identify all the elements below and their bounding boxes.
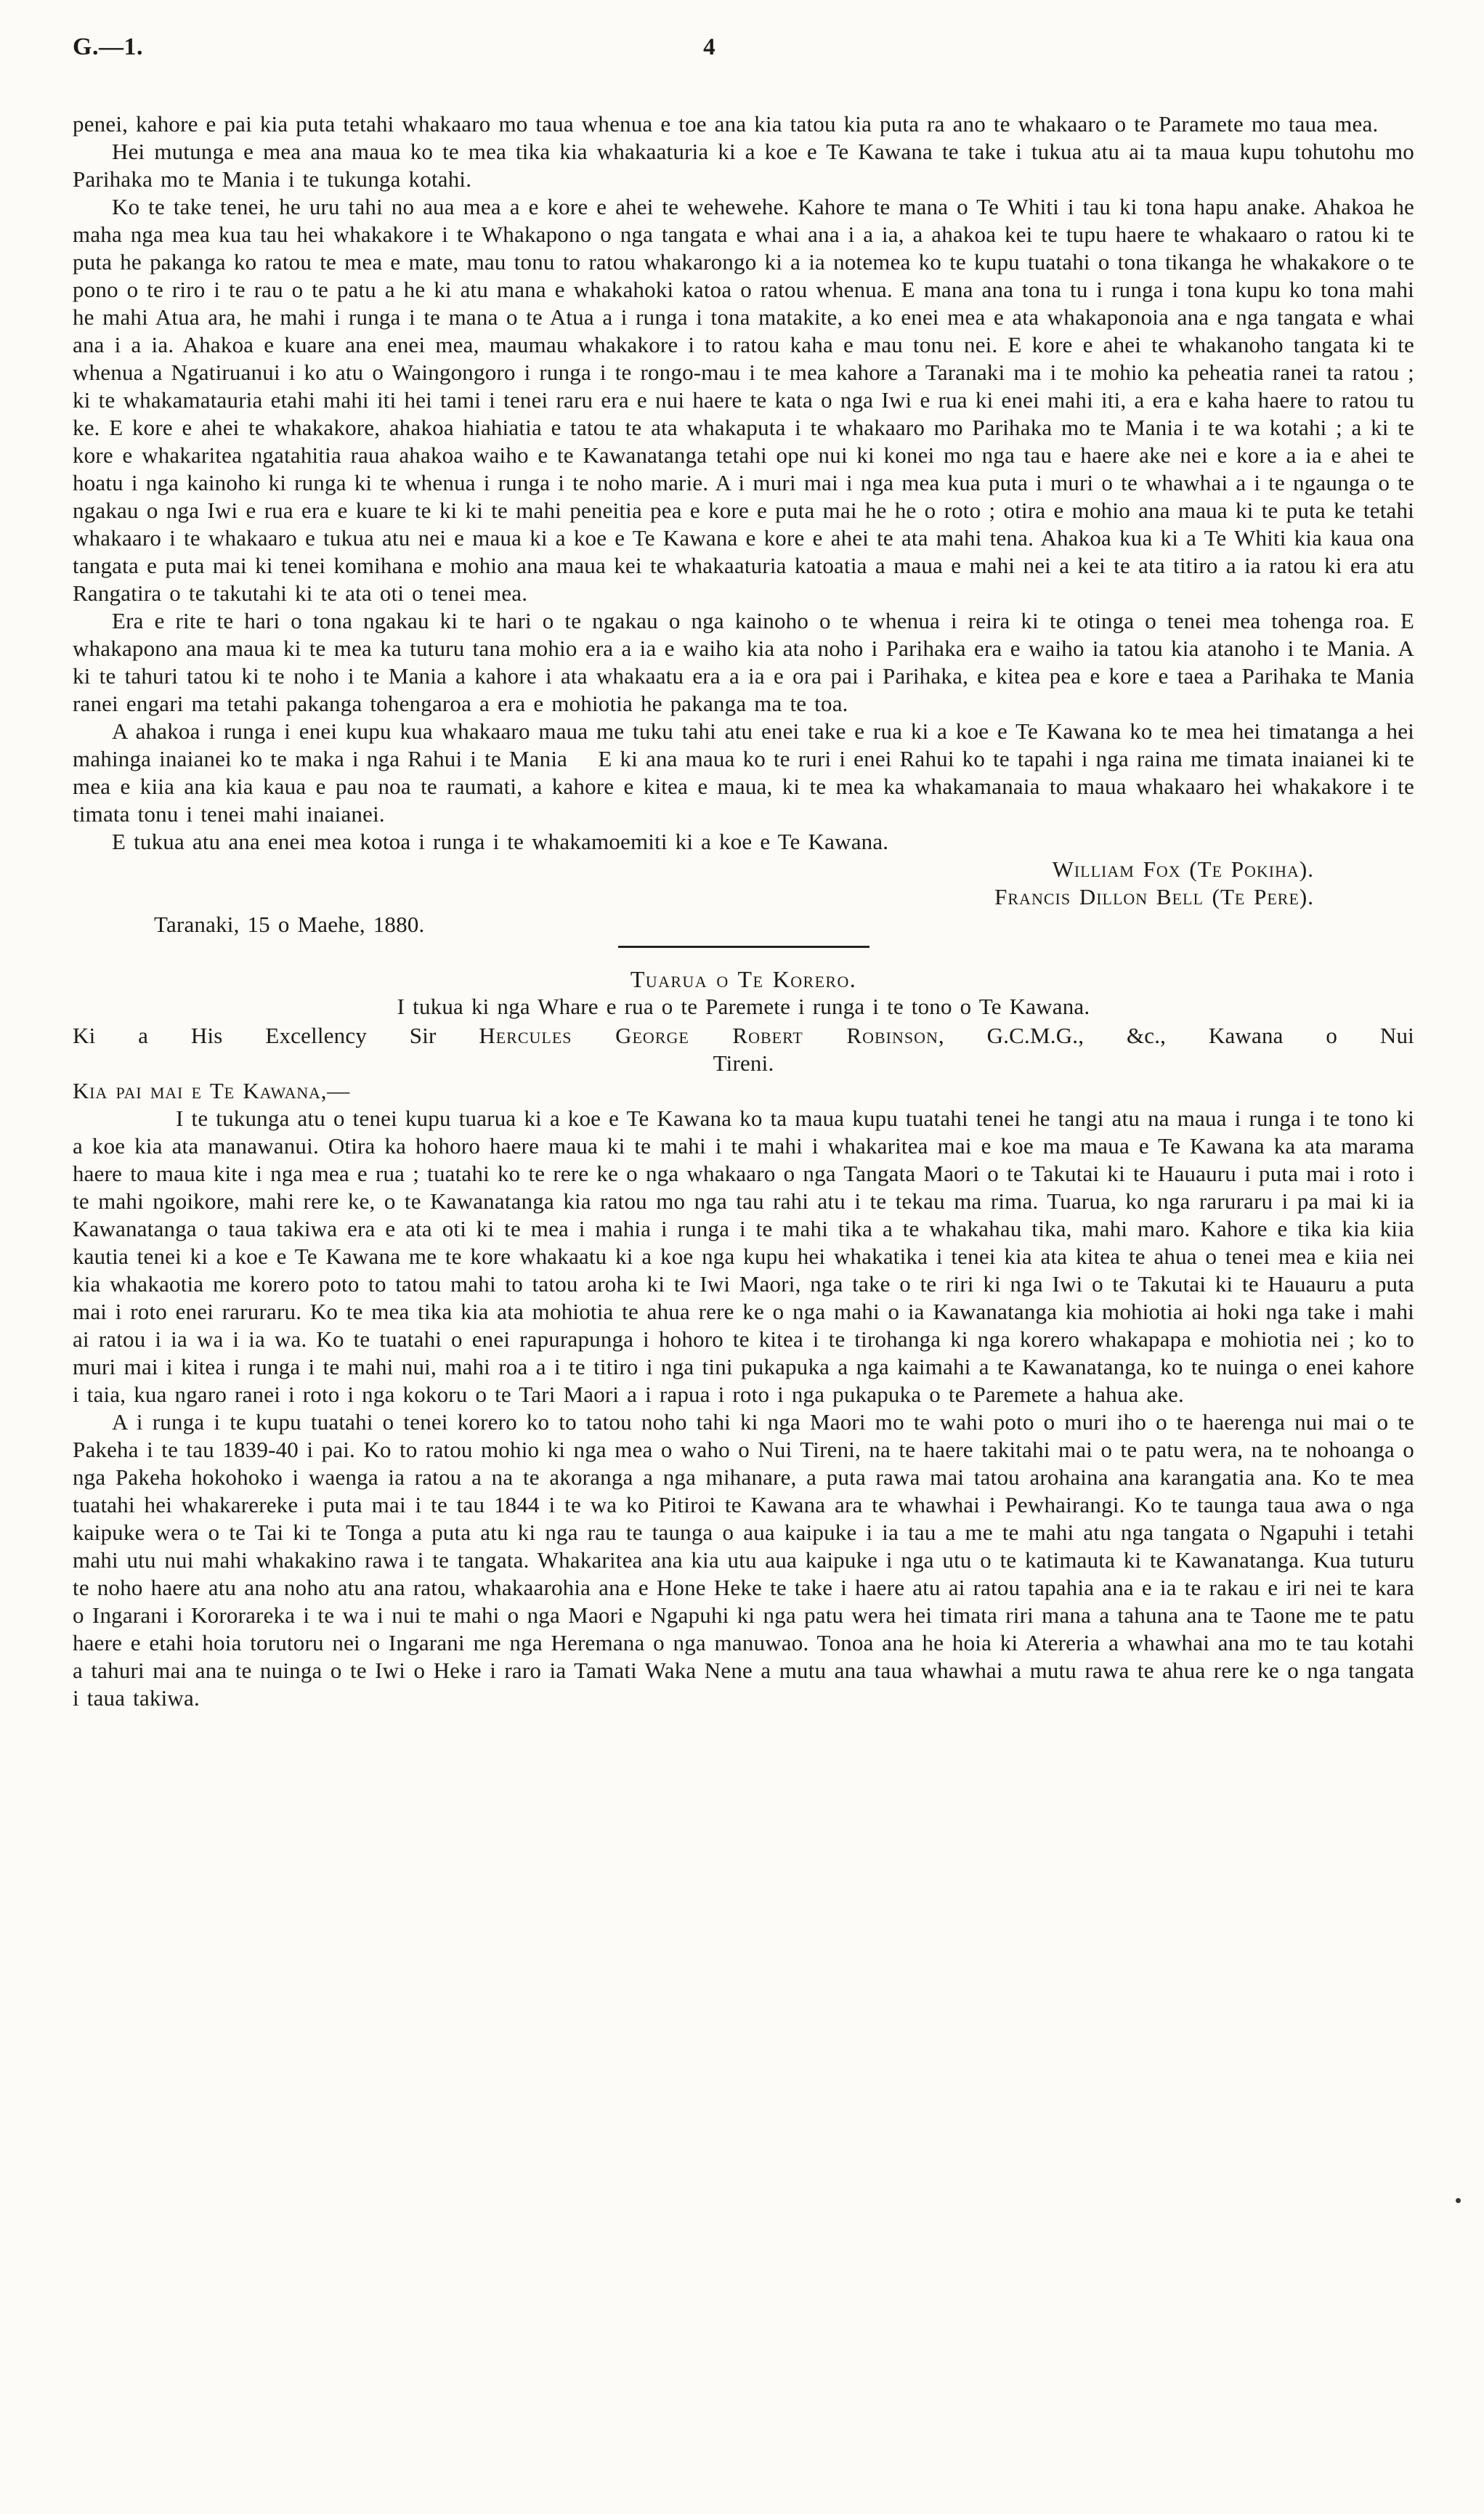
paragraph: I te tukunga atu o tenei kupu tuarua ki a koe e Te Kawana ko ta maua kupu tuatahi tenei he tangi atu na maua i runga i te tono ki a koe kia ata manawanui. Otira ka hohoro haere maua ki te mahi i te mahi i whakaritea mai e koe ma maua e Te Kawana ka ata marama haere to maua kite i nga mea e rua ; tuatahi ko te rere ke o nga whakaaro o nga Tangata Maori o te Takutai ki te Hauauru i puta mai i roto i te mahi ngoikore, mahi rere ke, o te Kawanatanga kia ratou mo nga tau rahi atu i te tekau ma rima. Tuarua, ko nga raruraru i pa mai ki ia Kawanatanga o taua takiwa era e ata oti ki te mea i mahia i runga i te mahi tika a te whakahau tika, mahi maro. Kahore e tika kia kiia kautia tenei ki a koe e Te Kawana me te kore whakaatu ki a koe nga kupu hei whakatika i tenei kia ata kitea te ahua o tenei mea e kiia nei kia whakaotia me korero poto to tatou mahi to tatou aroha ki te Iwi Maori, nga take o te riri ki nga Iwi o te Takutai ki te Hauauru a puta mai i roto enei raruraru. Ko te mea tika kia ata mohiotia te ahua rere ke o nga mahi o ia Kawanatanga kia mohiotia ai hoki nga take i mahi ai ratou i ia wa i ia wa. Ko te tuatahi o enei rapurapunga i hohoro te kitea i te tirohanga ki nga korero whakapapa e mohiotia nei ; ko to muri mai i kitea i runga i te mahi nui, mahi roa a i te titiro i nga tini pukapuka a nga kaimahi a te Kawanatanga, ko te nuinga o enei kahore i taia, kua ngaro ranei i roto i nga kokoru o te Tari Maori a i rapua i roto i nga pukapuka o te Paremete a hahua ake. [73, 1106, 1414, 1407]
paragraph: Ko te take tenei, he uru tahi no aua mea a e kore e ahei te wehewehe. Kahore te mana o Te Whiti i tau ki tona hapu anake. Ahakoa he maha nga mea kua tau hei whakakore i te Whakapono o nga tangata e whai ana i a ia, a ahakoa kei te tupu haere te whakaaro o ratou ki te puta he pakanga ko ratou te mea e mate, mau tonu to ratou whakarongo ki a ia notemea ko te kupu tuatahi o tona tikanga he whakakore o te pono o te riro i te rau o te patu a he ki atu mana e whakahoki katoa o ratou whenua. E mana ana tona tu i runga i tona kupu ko tona mahi he mahi Atua ara, he mahi i runga i te mana o te Atua a i runga i tona matakite, a ko enei mea e ata whakaponoia ana e nga tangata e whai ana i a ia. Ahakoa e kuare ana enei mea, maumau whakakore i to ratou kaha e mau tonu nei. E kore e ahei te whakanoho tangata ki te whenua a Ngatiruanui i ko atu o Waingongoro i runga i te rongo-mau i te mea kahore a Taranaki ma i te mohio ka peheatia ranei ta ratou ; ki te whakamatauria etahi mahi iti hei tami i tenei raru era e nui haere te kata o nga Iwi e rua ki enei mahi iti, a era e kaha haere to ratou tu ke. E kore e ahei te whakakore, ahakoa hiahiatia e tatou te ata whakaputa i te whakaaro mo Parihaka mo te Mania i te wa kotahi ; a ki te kore e whakaritea ngatahitia raua ahakoa waiho e te Kawanatanga tetahi ope nui ki konei mo nga tau e haere ake nei e kore a ia e ahei te hoatu i nga kainoho ki runga ki te whenua i runga i te noho marie. A i muri mai i nga mea kua puta i muri o te whawhai a i te ngaunga o te ngakau o nga Iwi e rua era e kuare te ki ki te mahi peneitia pea e kore e puta mai he he o roto ; otira e mohio ana maua ki te puta ke tetahi whakaaro i te whakaaro e tukua atu nei e maua ki a koe e Te Kawana e kore e ahei te ata mahi tena. Ahakoa kua ki a Te Whiti kia kaua ona tangata e puta mai ki tenei komihana e mohio ana maua kei te whakaaturia katoatia a maua e mahi nei a kei te ata titiro a ia ratou ki era atu Rangatira o te takutahi ki te ata oti o tenei mea. [73, 194, 1414, 606]
print-artifact-dot [1456, 2198, 1461, 2203]
paragraph-continuation: penei, kahore e pai kia puta tetahi whakaaro mo taua whenua e toe ana kia tatou kia puta ra ano te whakaaro o te Paramete mo taua mea. [73, 111, 1379, 137]
section-subheading: I tukua ki nga Whare e rua o te Paremete i runga i te tono o Te Kawana. [397, 994, 1090, 1019]
section-divider-rule [618, 946, 869, 948]
page-number: 4 [703, 34, 715, 60]
address-line-2: Tireni. [713, 1050, 774, 1076]
salutation: Kia pai mai e Te Kawana,— [73, 1078, 351, 1103]
document-body [73, 110, 1414, 1712]
section-heading: Tuarua o Te Korero. [630, 966, 857, 992]
address-prefix: Ki a His Excellency Sir [73, 1023, 479, 1048]
dateline: Taranaki, 15 o Maehe, 1880. [154, 912, 425, 937]
document-reference: G.—1. [73, 33, 143, 60]
signature-block [73, 856, 1414, 911]
paragraph: E tukua atu ana enei mea kotoa i runga i te whakamoemiti ki a koe e Te Kawana. [112, 829, 889, 854]
report-section-first [73, 110, 1414, 938]
page-header [73, 33, 1414, 70]
paragraph: Era e rite te hari o tona ngakau ki te hari o te ngakau o nga kainoho o te whenua i reira ki te otinga o tenei mea tohenga roa. E whakapono ana maua ki te mea ka tuturu tana mohio era a ia e waiho kia ata noho i Parihaka era e waiho ia tatou kia atanoho i te Mania. A ki te tahuri tatou ki te noho i te Mania a kahore i ata whakaatu era a ia e ora pai i Parihaka, e kitea pea e kore e taea a Parihaka te Mania ranei engari ma tetahi pakanga tohengaroa a era e mohiotia he pakanga ma te toa. [73, 608, 1414, 716]
governor-name: Hercules George Robert Robinson [479, 1023, 938, 1048]
address-suffix: , G.C.M.G., &c., Kawana o Nui [938, 1023, 1414, 1048]
paragraph: A ahakoa i runga i enei kupu kua whakaaro maua me tuku tahi atu enei take e rua ki a koe e Te Kawana ko te mea hei timatanga a hei mahinga inaianei ko te maka i nga Rahui i te Mania E ki ana maua ko te ruri i enei Rahui ko te tapahi i nga raina me timata inaianei ki te mea e kiia ana kia kaua e pau noa te raumati, a kahore e kitea e maua, ki te mea ka whakamanaia to maua whakaaro hei whakakore i te timata tonu i tenei mahi inaianei. [73, 718, 1414, 827]
signature-line: Francis Dillon Bell (Te Pere). [994, 884, 1314, 909]
signature-line: William Fox (Te Pokiha). [1052, 856, 1314, 882]
address-line [73, 1022, 1414, 1050]
paragraph: A i runga i te kupu tuatahi o tenei korero ko to tatou noho tahi ki nga Maori mo te wahi poto o muri iho o te haerenga nui mai o te Pakeha i te tau 1839-40 i pai. Ko to ratou mohio ki nga mea o waho o Nui Tireni, na te haere takitahi mai o te patu wera, na te nohoanga o nga Pakeha hokohoko i waenga ia ratou a na te akoranga a nga mihanare, a puta rawa mai tatou arohaina ana karangatia ana. Ko te mea tuatahi hei whakarereke i puta mai i te tau 1844 i te wa ko Pitiroi te Kawana ara te whawhai i Pewhairangi. Ko te taunga taua awa o nga kaipuke wera o te Tai ki te Tonga a puta atu ki nga rau te taunga o aua kaipuke i ia tau a me te mahi atu nga tangata o Ngapuhi i tetahi mahi utu nui mahi whakakino rawa i te tangata. Whakaritea ana kia utu aua kaipuke i nga utu o te katimauta ki te Kawanatanga. Kua tuturu te noho haere atu ana noho atu ana ratou, whakaarohia ana e Hone Heke te take i haere atu ai ratou tapahia ana e ia te rakau e iri nei te kara o Ingarani i Kororareka i te wa i nui te mahi o nga Maori e Ngapuhi ki nga patu wera hei timata riri mana a tahuna ana te Taone me te patu haere e etahi hoia torutoru nei o Ingarani me nga Heremana o nga manuwao. Tonoa ana he hoia ki Atereria a whawhai ana mo te tau kotahi a tahuri mai ana te nuinga o te Iwi o Heke i raro ia Tamati Waka Nene a mutu ana taua whawhai a mutu rawa te ahua rere ke o nga tangata i taua takiwa. [73, 1409, 1414, 1711]
report-section-second [73, 965, 1414, 1712]
paragraph: Hei mutunga e mea ana maua ko te mea tika kia whakaaturia ki a koe e Te Kawana te take i tukua atu ai ta maua kupu tohutohu mo Parihaka mo te Mania i te tukunga kotahi. [73, 139, 1414, 192]
